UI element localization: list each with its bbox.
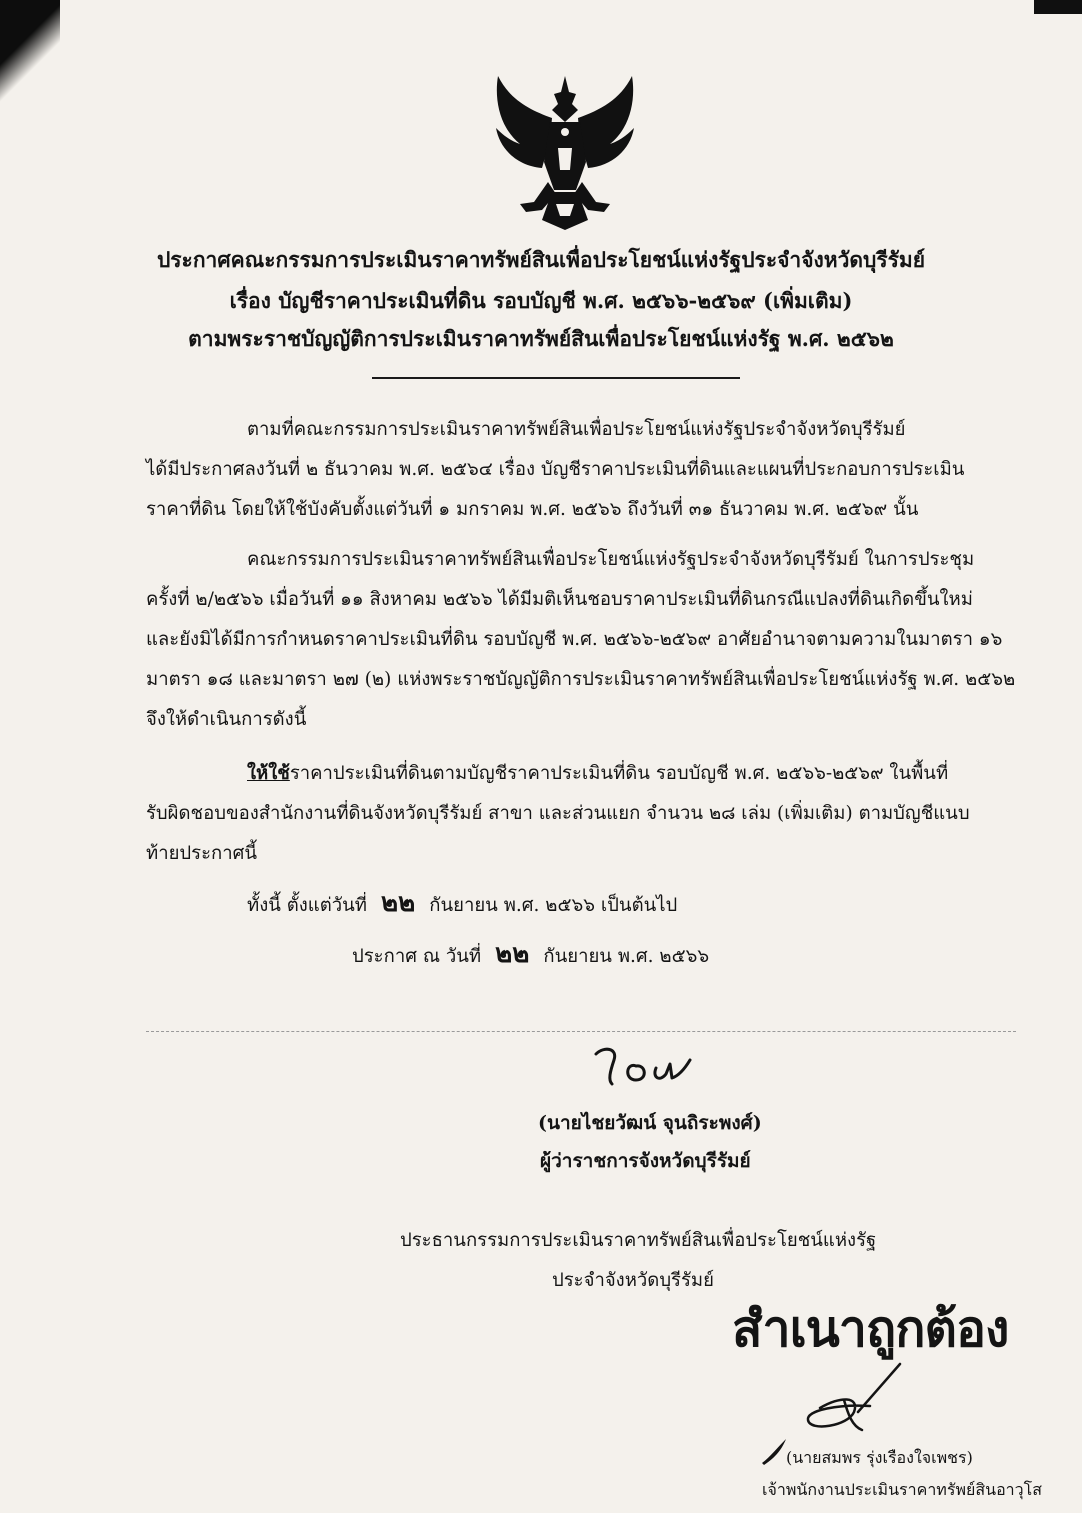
paragraph-1-line-2: ได้มีประกาศลงวันที่ ๒ ธันวาคม พ.ศ. ๒๕๖๔ เรื่อง บัญชีราคาประเมินที่ดินและแผนที่ประกอบการประเมิน [146,459,965,480]
paragraph-3-line-1 [247,759,948,788]
paragraph-3-line-2: รับผิดชอบของสำนักงานที่ดินจังหวัดบุรีรัมย์ สาขา และส่วนแยก จำนวน ๒๘ เล่ม (เพิ่มเติม) ตามบัญชีแนบ [146,803,970,824]
signatory-name: (นายไชยวัฒน์ จุนถิระพงศ์) [538,1112,762,1134]
paragraph-3-text: ราคาประเมินที่ดินตามบัญชีราคาประเมินที่ดิน รอบบัญชี พ.ศ. ๒๕๖๖-๒๕๖๙ ในพื้นที่ [289,763,949,784]
announcement-title: ประกาศคณะกรรมการประเมินราคาทรัพย์สินเพื่อประโยชน์แห่งรัฐประจำจังหวัดบุรีรัมย์ [156,247,926,272]
signatory-role-line-2: ประจำจังหวัดบุรีรัมย์ [552,1270,714,1291]
certified-copy-stamp: สำเนาถูกต้อง [732,1300,1009,1358]
scan-shadow-right [1034,0,1082,14]
paragraph-1-line-1: ตามที่คณะกรรมการประเมินราคาทรัพย์สินเพื่อประโยชน์แห่งรัฐประจำจังหวัดบุรีรัมย์ [247,419,906,440]
announced-date-day: ๒๒ [495,939,530,969]
effective-date-suffix: กันยายน พ.ศ. ๒๕๖๖ เป็นต้นไป [429,895,678,916]
paragraph-3-line-3: ท้ายประกาศนี้ [146,843,258,864]
certifier-position: เจ้าพนักงานประเมินราคาทรัพย์สินอาวุโส [762,1480,1042,1499]
scan-fold-line [146,1031,1016,1032]
certifier-signature [800,1360,910,1450]
title-divider [372,377,740,379]
paragraph-2-line-3: และยังมิได้มีการกำหนดราคาประเมินที่ดิน รอบบัญชี พ.ศ. ๒๕๖๖-๒๕๖๙ อาศัยอำนาจตามความในมาตรา ๑๖ [146,629,1003,650]
governor-signature [590,1040,700,1090]
paragraph-2-line-2: ครั้งที่ ๒/๒๕๖๖ เมื่อวันที่ ๑๑ สิงหาคม ๒๕๖๖ ได้มีมติเห็นชอบราคาประเมินที่ดินกรณีแปลงที่ดินเกิดขึ้นใหม่ [146,589,973,610]
announcement-subject: เรื่อง บัญชีราคาประเมินที่ดิน รอบบัญชี พ.ศ. ๒๕๖๖-๒๕๖๙ (เพิ่มเติม) [229,288,853,313]
effective-date-day: ๒๒ [380,888,416,918]
paragraph-2-line-5: จึงให้ดำเนินการดังนี้ [146,709,307,730]
announced-date-prefix: ประกาศ ณ วันที่ [352,946,482,967]
effective-date-line [247,882,677,923]
scan-shadow-left [0,0,60,110]
paragraph-3-lead: ให้ใช้ [247,763,290,784]
effective-date-prefix: ทั้งนี้ ตั้งแต่วันที่ [247,895,367,916]
announcement-legal-basis: ตามพระราชบัญญัติการประเมินราคาทรัพย์สินเพื่อประโยชน์แห่งรัฐ พ.ศ. ๒๕๖๒ [188,326,894,351]
paragraph-2-line-4: มาตรา ๑๘ และมาตรา ๒๗ (๒) แห่งพระราชบัญญัติการประเมินราคาทรัพย์สินเพื่อประโยชน์แห่งรัฐ พ.ศ. ๒๕๖๒ [146,669,1016,690]
paragraph-1-line-3: ราคาที่ดิน โดยให้ใช้บังคับตั้งแต่วันที่ ๑ มกราคม พ.ศ. ๒๕๖๖ ถึงวันที่ ๓๑ ธันวาคม พ.ศ. ๒๕๖๙ นั้น [146,499,919,520]
paragraph-2-line-1: คณะกรรมการประเมินราคาทรัพย์สินเพื่อประโยชน์แห่งรัฐประจำจังหวัดบุรีรัมย์ ในการประชุม [247,549,975,570]
signatory-role-line-1: ประธานกรรมการประเมินราคาทรัพย์สินเพื่อประโยชน์แห่งรัฐ [400,1230,877,1251]
signatory-position: ผู้ว่าราชการจังหวัดบุรีรัมย์ [540,1150,751,1172]
garuda-emblem-icon [490,70,640,230]
certifier-name: (นายสมพร รุ่งเรืองใจเพชร) [786,1448,973,1467]
announced-date-line [352,933,709,974]
announced-date-suffix: กันยายน พ.ศ. ๒๕๖๖ [543,946,710,967]
